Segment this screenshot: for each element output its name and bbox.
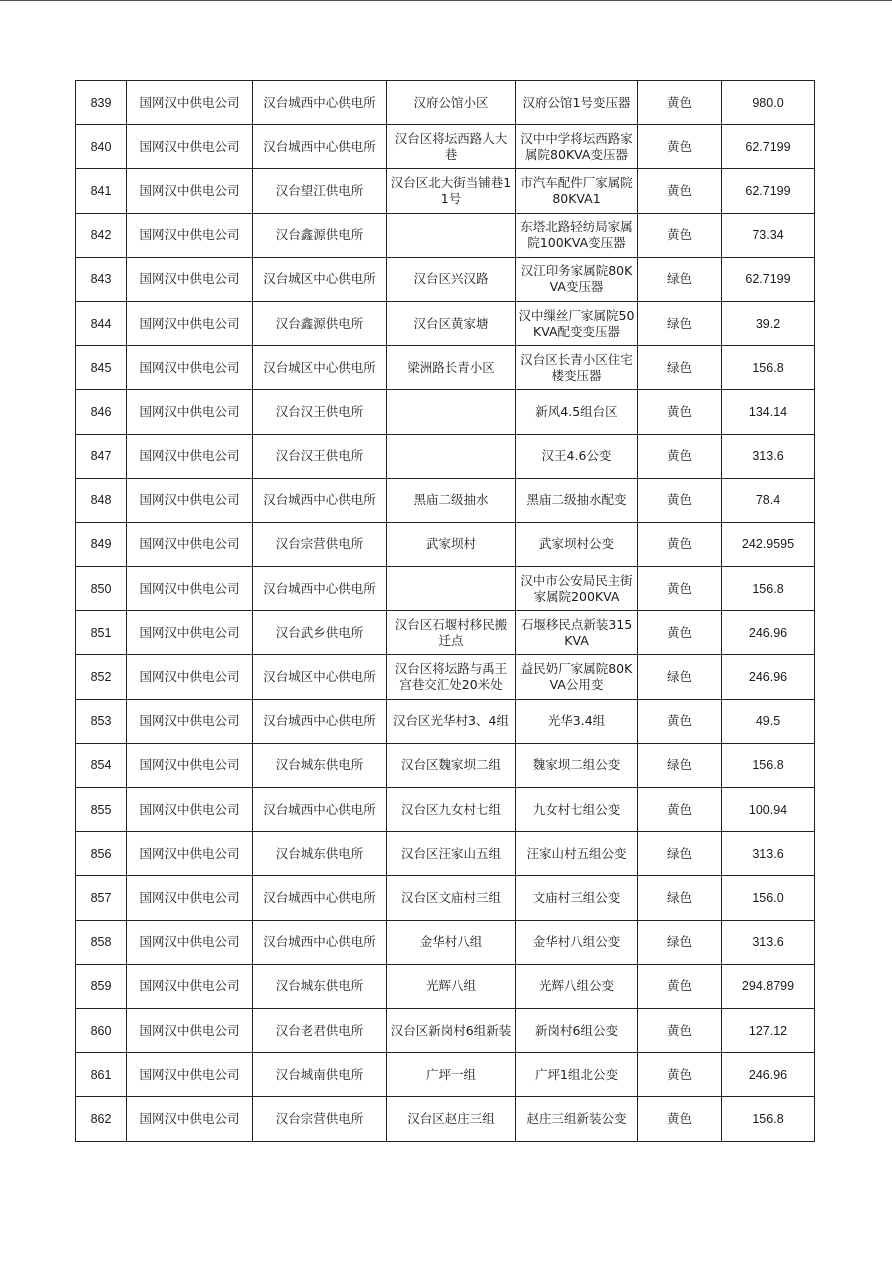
location-cell: 黑庙二级抽水 [387,478,516,522]
transformer-cell: 新岗村6组公变 [516,1008,638,1052]
company-cell: 国网汉中供电公司 [127,522,253,566]
status-cell: 黄色 [638,125,722,169]
value-cell: 39.2 [722,301,815,345]
location-cell: 汉台区将坛路与禹王宫巷交汇处20米处 [387,655,516,699]
station-cell: 汉台城南供电所 [253,1053,387,1097]
table-row [76,213,815,257]
row-number: 860 [76,1008,127,1052]
station-cell: 汉台汉王供电所 [253,434,387,478]
value-cell: 313.6 [722,920,815,964]
location-cell: 光辉八组 [387,964,516,1008]
value-cell: 156.8 [722,567,815,611]
row-number: 857 [76,876,127,920]
station-cell: 汉台老君供电所 [253,1008,387,1052]
transformer-cell: 汉中市公安局民主街家属院200KVA [516,567,638,611]
status-cell: 绿色 [638,920,722,964]
row-number: 840 [76,125,127,169]
row-number: 842 [76,213,127,257]
location-cell: 汉台区汪家山五组 [387,832,516,876]
location-cell: 汉台区兴汉路 [387,257,516,301]
page-top-border [0,0,892,1]
row-number: 839 [76,81,127,125]
row-number: 849 [76,522,127,566]
status-cell: 黄色 [638,611,722,655]
table-row [76,1053,815,1097]
row-number: 853 [76,699,127,743]
table-row [76,611,815,655]
company-cell: 国网汉中供电公司 [127,1008,253,1052]
value-cell: 242.9595 [722,522,815,566]
value-cell: 49.5 [722,699,815,743]
status-cell: 绿色 [638,743,722,787]
station-cell: 汉台城西中心供电所 [253,876,387,920]
status-cell: 绿色 [638,301,722,345]
status-cell: 黄色 [638,567,722,611]
value-cell: 313.6 [722,434,815,478]
row-number: 858 [76,920,127,964]
company-cell: 国网汉中供电公司 [127,213,253,257]
location-cell: 汉台区石堰村移民搬迁点 [387,611,516,655]
station-cell: 汉台城西中心供电所 [253,567,387,611]
value-cell: 156.8 [722,1097,815,1141]
location-cell [387,434,516,478]
company-cell: 国网汉中供电公司 [127,611,253,655]
company-cell: 国网汉中供电公司 [127,876,253,920]
row-number: 848 [76,478,127,522]
station-cell: 汉台宗营供电所 [253,1097,387,1141]
table-row [76,390,815,434]
table-row [76,257,815,301]
row-number: 855 [76,788,127,832]
company-cell: 国网汉中供电公司 [127,478,253,522]
transformer-cell: 文庙村三组公变 [516,876,638,920]
company-cell: 国网汉中供电公司 [127,346,253,390]
value-cell: 62.7199 [722,125,815,169]
station-cell: 汉台城西中心供电所 [253,81,387,125]
table-row [76,964,815,1008]
value-cell: 156.8 [722,346,815,390]
table-row [76,655,815,699]
company-cell: 国网汉中供电公司 [127,257,253,301]
station-cell: 汉台城西中心供电所 [253,699,387,743]
row-number: 862 [76,1097,127,1141]
status-cell: 黄色 [638,1008,722,1052]
table-row [76,301,815,345]
value-cell: 62.7199 [722,257,815,301]
status-cell: 黄色 [638,81,722,125]
transformer-cell: 汉中中学将坛西路家属院80KVA变压器 [516,125,638,169]
table-row [76,81,815,125]
status-cell: 黄色 [638,478,722,522]
transformer-cell: 新风4.5组台区 [516,390,638,434]
value-cell: 134.14 [722,390,815,434]
table-row [76,1008,815,1052]
location-cell [387,213,516,257]
status-cell: 黄色 [638,1097,722,1141]
value-cell: 100.94 [722,788,815,832]
station-cell: 汉台城东供电所 [253,743,387,787]
table-row [76,346,815,390]
company-cell: 国网汉中供电公司 [127,567,253,611]
value-cell: 980.0 [722,81,815,125]
value-cell: 246.96 [722,655,815,699]
table-row [76,920,815,964]
station-cell: 汉台鑫源供电所 [253,301,387,345]
table-row [76,125,815,169]
location-cell [387,390,516,434]
transformer-cell: 武家坝村公变 [516,522,638,566]
location-cell: 汉台区文庙村三组 [387,876,516,920]
status-cell: 黄色 [638,169,722,213]
transformer-cell: 光华3.4组 [516,699,638,743]
transformer-cell: 市汽车配件厂家属院80KVA1 [516,169,638,213]
location-cell: 梁洲路长青小区 [387,346,516,390]
station-cell: 汉台武乡供电所 [253,611,387,655]
table-row [76,169,815,213]
status-cell: 绿色 [638,876,722,920]
station-cell: 汉台城区中心供电所 [253,346,387,390]
station-cell: 汉台宗营供电所 [253,522,387,566]
value-cell: 78.4 [722,478,815,522]
status-cell: 黄色 [638,522,722,566]
transformer-cell: 魏家坝二组公变 [516,743,638,787]
station-cell: 汉台城西中心供电所 [253,125,387,169]
company-cell: 国网汉中供电公司 [127,1097,253,1141]
value-cell: 313.6 [722,832,815,876]
row-number: 856 [76,832,127,876]
row-number: 854 [76,743,127,787]
station-cell: 汉台城东供电所 [253,832,387,876]
station-cell: 汉台鑫源供电所 [253,213,387,257]
company-cell: 国网汉中供电公司 [127,81,253,125]
value-cell: 62.7199 [722,169,815,213]
status-cell: 绿色 [638,832,722,876]
location-cell [387,567,516,611]
value-cell: 246.96 [722,611,815,655]
value-cell: 127.12 [722,1008,815,1052]
status-cell: 黄色 [638,699,722,743]
table-row [76,743,815,787]
station-cell: 汉台城东供电所 [253,964,387,1008]
location-cell: 汉台区魏家坝二组 [387,743,516,787]
row-number: 852 [76,655,127,699]
transformer-cell: 东塔北路轻纺局家属院100KVA变压器 [516,213,638,257]
row-number: 851 [76,611,127,655]
table-row [76,876,815,920]
row-number: 841 [76,169,127,213]
company-cell: 国网汉中供电公司 [127,655,253,699]
table-body [76,81,815,1142]
location-cell: 广坪一组 [387,1053,516,1097]
transformer-cell: 黑庙二级抽水配变 [516,478,638,522]
table-row [76,567,815,611]
location-cell: 汉台区北大街当铺巷11号 [387,169,516,213]
location-cell: 汉台区赵庄三组 [387,1097,516,1141]
location-cell: 汉台区黄家塘 [387,301,516,345]
status-cell: 黄色 [638,964,722,1008]
status-cell: 黄色 [638,213,722,257]
transformer-cell: 汉台区长青小区住宅楼变压器 [516,346,638,390]
station-cell: 汉台望江供电所 [253,169,387,213]
company-cell: 国网汉中供电公司 [127,699,253,743]
location-cell: 武家坝村 [387,522,516,566]
company-cell: 国网汉中供电公司 [127,434,253,478]
row-number: 850 [76,567,127,611]
status-cell: 黄色 [638,434,722,478]
company-cell: 国网汉中供电公司 [127,1053,253,1097]
table-row [76,1097,815,1141]
status-cell: 绿色 [638,257,722,301]
status-cell: 绿色 [638,655,722,699]
table-row [76,832,815,876]
station-cell: 汉台城区中心供电所 [253,257,387,301]
value-cell: 73.34 [722,213,815,257]
transformer-cell: 汪家山村五组公变 [516,832,638,876]
transformer-cell: 汉府公馆1号变压器 [516,81,638,125]
location-cell: 汉台区光华村3、4组 [387,699,516,743]
station-cell: 汉台汉王供电所 [253,390,387,434]
transformer-cell: 九女村七组公变 [516,788,638,832]
transformer-cell: 汉王4.6公变 [516,434,638,478]
table-row [76,788,815,832]
status-cell: 黄色 [638,1053,722,1097]
transformer-cell: 金华村八组公变 [516,920,638,964]
transformer-table [75,80,815,1142]
company-cell: 国网汉中供电公司 [127,788,253,832]
company-cell: 国网汉中供电公司 [127,390,253,434]
table-row [76,699,815,743]
transformer-cell: 汉中缫丝厂家属院50KVA配变变压器 [516,301,638,345]
value-cell: 156.8 [722,743,815,787]
location-cell: 金华村八组 [387,920,516,964]
value-cell: 294.8799 [722,964,815,1008]
transformer-cell: 石堰移民点新装315KVA [516,611,638,655]
company-cell: 国网汉中供电公司 [127,964,253,1008]
transformer-cell: 汉江印务家属院80KVA变压器 [516,257,638,301]
location-cell: 汉台区将坛西路人大巷 [387,125,516,169]
company-cell: 国网汉中供电公司 [127,743,253,787]
row-number: 861 [76,1053,127,1097]
row-number: 859 [76,964,127,1008]
location-cell: 汉台区九女村七组 [387,788,516,832]
row-number: 843 [76,257,127,301]
company-cell: 国网汉中供电公司 [127,301,253,345]
location-cell: 汉府公馆小区 [387,81,516,125]
station-cell: 汉台城西中心供电所 [253,920,387,964]
transformer-cell: 赵庄三组新装公变 [516,1097,638,1141]
company-cell: 国网汉中供电公司 [127,169,253,213]
company-cell: 国网汉中供电公司 [127,920,253,964]
location-cell: 汉台区新岗村6组新装 [387,1008,516,1052]
value-cell: 246.96 [722,1053,815,1097]
transformer-cell: 广坪1组北公变 [516,1053,638,1097]
row-number: 845 [76,346,127,390]
transformer-cell: 益民奶厂家属院80KVA公用变 [516,655,638,699]
status-cell: 黄色 [638,390,722,434]
table-row [76,522,815,566]
company-cell: 国网汉中供电公司 [127,125,253,169]
company-cell: 国网汉中供电公司 [127,832,253,876]
station-cell: 汉台城区中心供电所 [253,655,387,699]
row-number: 846 [76,390,127,434]
value-cell: 156.0 [722,876,815,920]
transformer-cell: 光辉八组公变 [516,964,638,1008]
status-cell: 黄色 [638,788,722,832]
station-cell: 汉台城西中心供电所 [253,478,387,522]
status-cell: 绿色 [638,346,722,390]
row-number: 847 [76,434,127,478]
row-number: 844 [76,301,127,345]
table-row [76,478,815,522]
table-row [76,434,815,478]
station-cell: 汉台城西中心供电所 [253,788,387,832]
